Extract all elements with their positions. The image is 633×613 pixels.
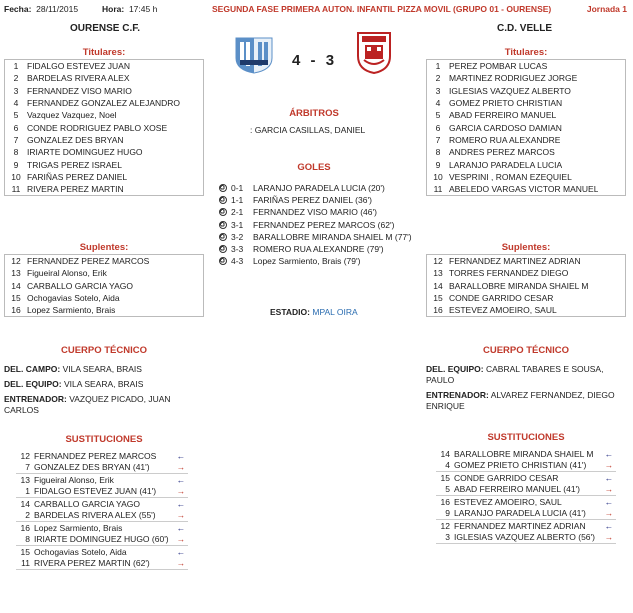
- player-name: ABAD FERREIRO MANUEL: [449, 110, 557, 121]
- home-team-name: OURENSE C.F.: [70, 23, 141, 34]
- player-row: [427, 109, 625, 121]
- player-number: 14: [11, 280, 21, 291]
- sub-player-in: [436, 521, 616, 532]
- goal-score: 2-1: [231, 207, 244, 218]
- tech-staff-row: [426, 390, 626, 412]
- player-name: CARBALLO GARCIA YAGO: [27, 280, 133, 291]
- player-number: 8: [13, 147, 19, 158]
- sub-player-number: 14: [440, 449, 450, 459]
- goal-scorer: BARALLOBRE MIRANDA SHAIEL M (77'): [253, 231, 412, 242]
- sub-player-in: [16, 499, 188, 510]
- player-number: 12: [11, 256, 21, 267]
- time-info: Hora: 17:45 h: [102, 4, 158, 14]
- player-name: FERNANDEZ GONZALEZ ALEJANDRO: [27, 98, 181, 109]
- tech-staff-name: VAZQUEZ PICADO, JUAN CARLOS: [4, 394, 171, 415]
- substitution: [16, 450, 188, 474]
- sub-player-in: [16, 523, 188, 534]
- player-name: BARALLOBRE MIRANDA SHAIEL M: [449, 280, 589, 291]
- goal-row: [219, 219, 419, 231]
- away-starters-title: Titulares:: [504, 47, 548, 58]
- home-bench-list: [4, 254, 204, 317]
- sub-player-name: Ochogavias Sotelo, Aida: [34, 547, 127, 557]
- player-row: [5, 60, 203, 72]
- sub-player-out: [16, 462, 188, 473]
- player-name: FERNANDEZ MARTINEZ ADRIAN: [449, 256, 581, 267]
- player-row: [5, 121, 203, 133]
- home-score: 4: [292, 52, 301, 69]
- arrow-right-icon: →: [604, 531, 614, 542]
- player-name: Lopez Sarmiento, Brais: [27, 305, 116, 316]
- player-number: 2: [435, 73, 441, 84]
- sub-player-name: ESTEVEZ AMOEIRO, SAUL: [454, 497, 562, 507]
- player-row: [5, 280, 203, 292]
- stadium-link[interactable]: MPAL OIRA: [312, 307, 358, 317]
- sub-player-number: 1: [25, 485, 30, 496]
- home-bench-title: Suplentes:: [79, 242, 129, 253]
- sub-player-in: [16, 475, 188, 486]
- player-name: LARANJO PARADELA LUCIA: [449, 159, 563, 170]
- sub-player-name: IRIARTE DOMINGUEZ HUGO (60'): [34, 533, 169, 544]
- player-row: [5, 72, 203, 84]
- goals-list: [219, 182, 419, 267]
- player-name: GARCIA CARDOSO DAMIAN: [449, 122, 562, 133]
- player-name: MARTINEZ RODRIGUEZ JORGE: [449, 73, 578, 84]
- player-name: TRIGAS PEREZ ISRAEL: [27, 159, 122, 170]
- player-row: [5, 146, 203, 158]
- sub-player-number: 15: [440, 473, 450, 483]
- tech-staff-role: DEL. EQUIPO:: [4, 379, 62, 389]
- player-number: 10: [433, 171, 443, 182]
- player-name: FERNANDEZ VISO MARIO: [27, 85, 132, 96]
- away-substitutions: [436, 448, 616, 544]
- player-name: RIVERA PEREZ MARTIN: [27, 184, 124, 195]
- player-number: 13: [433, 268, 443, 279]
- sub-player-name: FERNANDEZ MARTINEZ ADRIAN: [454, 521, 586, 531]
- player-number: 15: [11, 293, 21, 304]
- player-name: IRIARTE DOMINGUEZ HUGO: [27, 147, 143, 158]
- arrow-left-icon: ←: [604, 449, 614, 459]
- player-row: [5, 183, 203, 195]
- player-name: ROMERO RUA ALEXANDRE: [449, 134, 561, 145]
- player-number: 12: [433, 256, 443, 267]
- tech-staff-row: [4, 394, 204, 416]
- sub-player-number: 3: [445, 531, 450, 542]
- arrow-right-icon: →: [176, 509, 186, 520]
- player-row: [427, 60, 625, 72]
- soccer-ball-icon: [219, 245, 227, 253]
- substitution: [436, 448, 616, 472]
- player-name: FERNANDEZ PEREZ MARCOS: [27, 256, 150, 267]
- arrow-right-icon: →: [176, 557, 186, 568]
- player-row: [5, 97, 203, 109]
- player-name: Vazquez Vazquez, Noel: [27, 110, 117, 121]
- player-number: 4: [435, 98, 441, 109]
- sub-player-in: [436, 473, 616, 484]
- sub-player-in: [436, 497, 616, 508]
- player-row: [5, 255, 203, 267]
- player-number: 6: [13, 122, 19, 133]
- home-substitutions: [16, 450, 188, 570]
- goal-score: 1-1: [231, 195, 244, 206]
- sub-player-number: 2: [25, 509, 30, 520]
- player-row: [427, 121, 625, 133]
- arrow-right-icon: →: [176, 485, 186, 496]
- player-row: [427, 292, 625, 304]
- away-tech-title: CUERPO TÉCNICO: [482, 345, 570, 356]
- home-starters-title: Titulares:: [82, 47, 126, 58]
- sub-player-out: [436, 484, 616, 495]
- goal-scorer: FARIÑAS PEREZ DANIEL (36'): [253, 195, 372, 206]
- player-number: 3: [435, 85, 441, 96]
- player-name: Figueiral Alonso, Erik: [27, 268, 107, 279]
- player-row: [427, 97, 625, 109]
- substitution: [16, 498, 188, 522]
- sub-player-name: Lopez Sarmiento, Brais: [34, 523, 123, 533]
- player-number: 8: [435, 147, 441, 158]
- goal-score: 3-2: [231, 231, 244, 242]
- away-starters-list: [426, 59, 626, 196]
- arrow-left-icon: ←: [604, 497, 614, 507]
- tech-staff-row: [4, 364, 204, 375]
- player-row: [427, 267, 625, 279]
- home-tech-staff: [4, 364, 204, 420]
- sub-player-number: 5: [445, 483, 450, 494]
- arrow-left-icon: ←: [604, 521, 614, 531]
- goal-scorer: LARANJO PARADELA LUCIA (20'): [253, 183, 385, 194]
- arrow-right-icon: →: [604, 483, 614, 494]
- player-name: VESPRINI , ROMAN EZEQUIEL: [449, 171, 572, 182]
- home-tech-title: CUERPO TÉCNICO: [60, 345, 148, 356]
- player-row: [5, 109, 203, 121]
- goals-title: GOLES: [297, 162, 331, 173]
- sub-player-number: 9: [445, 507, 450, 518]
- player-number: 16: [11, 305, 21, 316]
- away-tech-staff: [426, 364, 626, 416]
- tech-staff-name: ALVAREZ FERNANDEZ, DIEGO ENRIQUE: [426, 390, 615, 411]
- goal-score: 3-1: [231, 219, 244, 230]
- player-name: PEREZ POMBAR LUCAS: [449, 61, 548, 72]
- sub-player-number: 8: [25, 533, 30, 544]
- substitution: [436, 472, 616, 496]
- arrow-right-icon: →: [176, 533, 186, 544]
- match-score: [292, 52, 334, 69]
- player-row: [427, 85, 625, 97]
- player-row: [427, 134, 625, 146]
- sub-player-number: 4: [445, 459, 450, 470]
- sub-player-name: CONDE GARRIDO CESAR: [454, 473, 559, 483]
- arrow-left-icon: ←: [176, 499, 186, 509]
- player-number: 10: [11, 171, 21, 182]
- arrow-right-icon: →: [604, 459, 614, 470]
- soccer-ball-icon: [219, 257, 227, 265]
- player-number: 11: [433, 184, 443, 195]
- sub-player-name: FIDALGO ESTEVEZ JUAN (41'): [34, 485, 157, 496]
- player-number: 15: [433, 293, 443, 304]
- sub-player-number: 13: [20, 475, 30, 485]
- player-row: [5, 267, 203, 279]
- player-number: 5: [435, 110, 441, 121]
- player-number: 9: [435, 159, 441, 170]
- sub-player-number: 12: [20, 451, 30, 461]
- player-number: 4: [13, 98, 19, 109]
- player-row: [427, 72, 625, 84]
- sub-player-number: 16: [20, 523, 30, 533]
- player-row: [427, 183, 625, 195]
- player-name: FIDALGO ESTEVEZ JUAN: [27, 61, 130, 72]
- substitution: [16, 474, 188, 498]
- sub-player-number: 7: [25, 461, 30, 472]
- player-name: CONDE RODRIGUEZ PABLO XOSE: [27, 122, 168, 133]
- player-name: TORRES FERNANDEZ DIEGO: [449, 268, 569, 279]
- tech-staff-role: ENTRENADOR:: [426, 390, 489, 400]
- arrow-right-icon: →: [604, 507, 614, 518]
- player-number: 9: [13, 159, 19, 170]
- goal-row: [219, 182, 419, 194]
- goal-score: 3-3: [231, 244, 244, 255]
- home-subst-title: SUSTITUCIONES: [65, 434, 143, 445]
- player-name: FARIÑAS PEREZ DANIEL: [27, 171, 128, 182]
- soccer-ball-icon: [219, 221, 227, 229]
- tech-staff-role: DEL. CAMPO:: [4, 364, 61, 374]
- player-number: 13: [11, 268, 21, 279]
- goal-row: [219, 231, 419, 243]
- player-number: 2: [13, 73, 19, 84]
- player-name: GONZALEZ DES BRYAN: [27, 134, 124, 145]
- sub-player-number: 11: [21, 557, 30, 568]
- score-separator: -: [310, 52, 316, 69]
- player-row: [427, 158, 625, 170]
- player-row: [5, 292, 203, 304]
- sub-player-number: 15: [20, 547, 30, 557]
- sub-player-number: 16: [440, 497, 450, 507]
- tech-staff-row: [426, 364, 626, 386]
- player-row: [5, 304, 203, 316]
- player-name: CONDE GARRIDO CESAR: [449, 293, 554, 304]
- player-name: GOMEZ PRIETO CHRISTIAN: [449, 98, 563, 109]
- player-name: ABELEDO VARGAS VICTOR MANUEL: [449, 184, 599, 195]
- away-score: 3: [325, 52, 335, 69]
- away-bench-title: Suplentes:: [501, 242, 551, 253]
- goal-row: [219, 206, 419, 218]
- goal-row: [219, 194, 419, 206]
- sub-player-in: [16, 547, 188, 558]
- soccer-ball-icon: [219, 233, 227, 241]
- goal-scorer: FERNANDEZ VISO MARIO (46'): [253, 207, 377, 218]
- away-team-logo: [352, 30, 396, 74]
- home-team-logo: [232, 30, 276, 74]
- player-number: 1: [435, 61, 441, 72]
- player-number: 11: [11, 184, 21, 195]
- player-row: [5, 171, 203, 183]
- soccer-ball-icon: [219, 208, 227, 216]
- player-number: 14: [433, 280, 443, 291]
- tech-staff-row: [4, 379, 204, 390]
- competition-title: SEGUNDA FASE PRIMERA AUTON. INFANTIL PIZZA MOVIL (GRUPO 01 - OURENSE): [212, 4, 552, 14]
- sub-player-in: [436, 449, 616, 460]
- player-name: ESTEVEZ AMOEIRO, SAUL: [449, 305, 557, 316]
- goal-scorer: ROMERO RUA ALEXANDRE (79'): [253, 244, 384, 255]
- match-header: [0, 0, 633, 16]
- sub-player-name: IGLESIAS VAZQUEZ ALBERTO (56'): [454, 531, 595, 542]
- player-row: [5, 158, 203, 170]
- sub-player-out: [16, 558, 188, 569]
- away-team-name: C.D. VELLE: [497, 23, 553, 34]
- player-row: [5, 134, 203, 146]
- tech-staff-name: VILA SEARA, BRAIS: [64, 379, 144, 389]
- substitution: [436, 520, 616, 544]
- substitution: [436, 496, 616, 520]
- sub-player-out: [16, 534, 188, 545]
- player-number: 6: [435, 122, 441, 133]
- sub-player-name: ABAD FERREIRO MANUEL (41'): [454, 483, 580, 494]
- tech-staff-name: CABRAL TABARES E SOUSA, PAULO: [426, 364, 604, 385]
- referees-title: ÁRBITROS: [289, 108, 339, 119]
- away-subst-title: SUSTITUCIONES: [487, 432, 565, 443]
- sub-player-name: GONZALEZ DES BRYAN (41'): [34, 461, 150, 472]
- stadium-info: [270, 307, 358, 317]
- sub-player-name: FERNANDEZ PEREZ MARCOS: [34, 451, 157, 461]
- soccer-ball-icon: [219, 196, 227, 204]
- arrow-left-icon: ←: [176, 547, 186, 557]
- sub-player-name: RIVERA PEREZ MARTIN (62'): [34, 557, 150, 568]
- player-number: 3: [13, 85, 19, 96]
- sub-player-out: [436, 532, 616, 543]
- substitution: [16, 522, 188, 546]
- player-number: 1: [13, 61, 19, 72]
- player-number: 7: [435, 134, 441, 145]
- player-number: 5: [13, 110, 19, 121]
- sub-player-name: Figueiral Alonso, Erik: [34, 475, 114, 485]
- player-name: Ochogavias Sotelo, Aida: [27, 293, 120, 304]
- date-info: Fecha: 28/11/2015: [4, 4, 79, 14]
- arrow-left-icon: ←: [176, 475, 186, 485]
- arrow-right-icon: →: [176, 461, 186, 472]
- tech-staff-role: DEL. EQUIPO:: [426, 364, 484, 374]
- home-starters-list: [4, 59, 204, 196]
- goal-row: [219, 255, 419, 267]
- player-name: ANDRES PEREZ MARCOS: [449, 147, 555, 158]
- goal-score: 0-1: [231, 183, 244, 194]
- away-bench-list: [426, 254, 626, 317]
- sub-player-name: BARDELAS RIVERA ALEX (55'): [34, 509, 156, 520]
- sub-player-number: 12: [440, 521, 450, 531]
- arrow-left-icon: ←: [176, 451, 186, 461]
- sub-player-name: CARBALLO GARCIA YAGO: [34, 499, 140, 509]
- player-row: [427, 304, 625, 316]
- round-label: Jornada 1: [586, 4, 627, 14]
- player-row: [5, 85, 203, 97]
- tech-staff-role: ENTRENADOR:: [4, 394, 67, 404]
- stadium-label: ESTADIO:: [270, 307, 310, 317]
- player-row: [427, 146, 625, 158]
- player-row: [427, 171, 625, 183]
- sub-player-number: 14: [20, 499, 30, 509]
- sub-player-in: [16, 451, 188, 462]
- substitution: [16, 546, 188, 570]
- sub-player-out: [16, 510, 188, 521]
- player-row: [427, 255, 625, 267]
- player-name: IGLESIAS VAZQUEZ ALBERTO: [449, 85, 571, 96]
- sub-player-out: [16, 486, 188, 497]
- arrow-left-icon: ←: [176, 523, 186, 533]
- player-name: BARDELAS RIVERA ALEX: [27, 73, 130, 84]
- arrow-left-icon: ←: [604, 473, 614, 483]
- player-number: 7: [13, 134, 19, 145]
- tech-staff-name: VILA SEARA, BRAIS: [62, 364, 142, 374]
- goal-row: [219, 243, 419, 255]
- sub-player-name: BARALLOBRE MIRANDA SHAIEL M: [454, 449, 594, 459]
- goal-scorer: FERNANDEZ PEREZ MARCOS (62'): [253, 219, 395, 230]
- sub-player-name: GOMEZ PRIETO CHRISTIAN (41'): [454, 459, 587, 470]
- sub-player-out: [436, 460, 616, 471]
- player-row: [427, 280, 625, 292]
- goal-score: 4-3: [231, 256, 244, 267]
- soccer-ball-icon: [219, 184, 227, 192]
- sub-player-name: LARANJO PARADELA LUCIA (41'): [454, 507, 586, 518]
- goal-scorer: Lopez Sarmiento, Brais (79'): [253, 256, 361, 267]
- referee-name: : GARCIA CASILLAS, DANIEL: [250, 125, 366, 135]
- sub-player-out: [436, 508, 616, 519]
- player-number: 16: [433, 305, 443, 316]
